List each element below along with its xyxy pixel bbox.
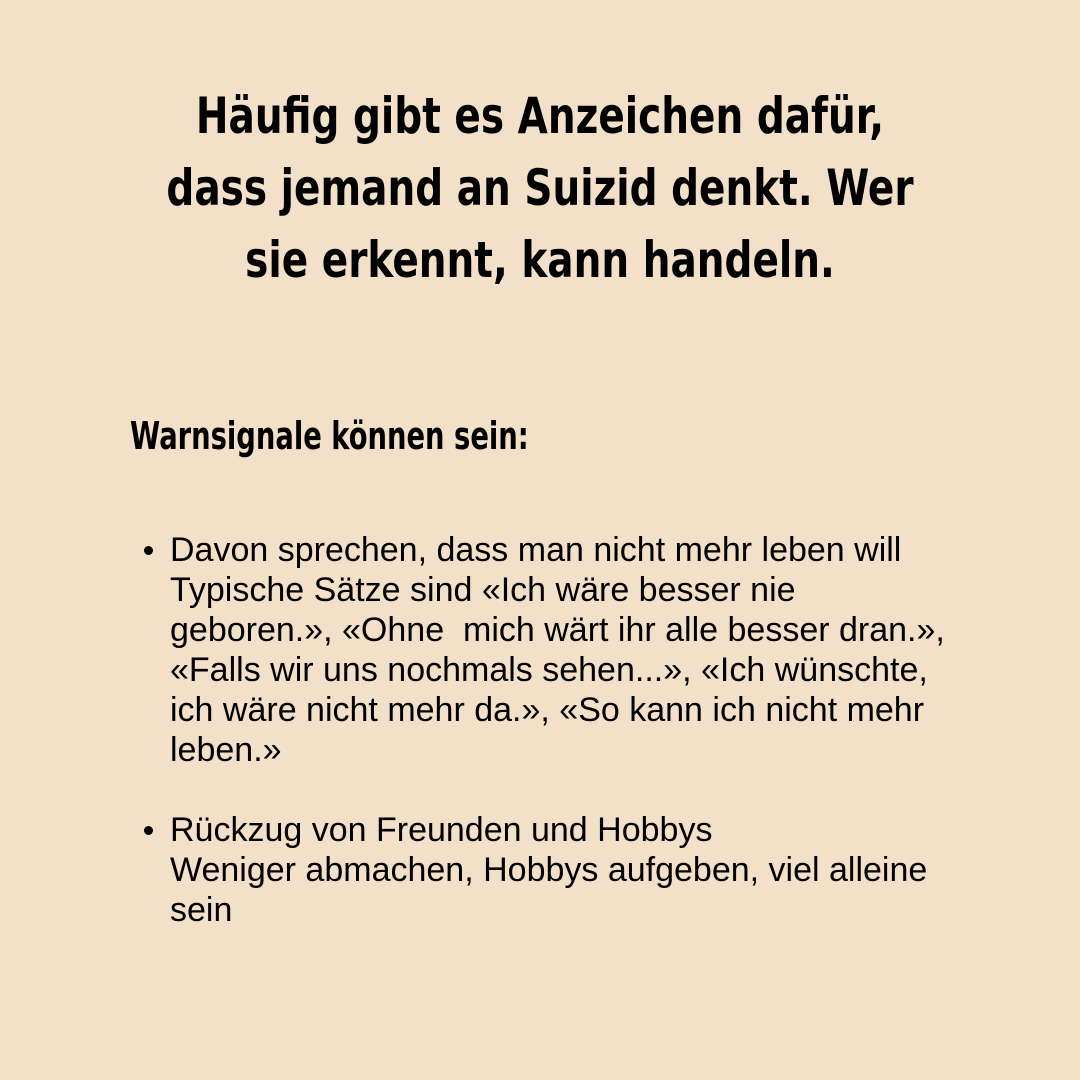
headline-line: sie erkennt, kann handeln. [245,231,835,289]
warning-sign-description: Typische Sätze sind «Ich wäre besser nie geboren.», «Ohne mich wärt ihr alle besser dran.», «Falls wir uns nochmals sehen...», «Ich wünschte, ich wäre nicht mehr da.», «So kann ich nicht mehr leben.» [170,571,955,769]
list-item [140,530,960,770]
warning-sign-description: Weniger abmachen, Hobbys aufgeben, viel alleine sein [170,851,937,929]
warning-sign-title: Davon sprechen, dass man nicht mehr leben will [170,531,902,569]
headline-line: Häufig gibt es Anzeichen dafür, [195,87,885,145]
headline-line: dass jemand an Suizid denkt. Wer [166,159,914,217]
warning-signs-heading: Warnsignale können sein: [130,414,529,458]
bullet-icon [144,546,153,555]
warning-signs-list [140,530,960,930]
headline [119,80,961,296]
list-item [140,810,960,930]
bullet-icon [144,826,153,835]
warning-sign-title: Rückzug von Freunden und Hobbys [170,811,713,849]
